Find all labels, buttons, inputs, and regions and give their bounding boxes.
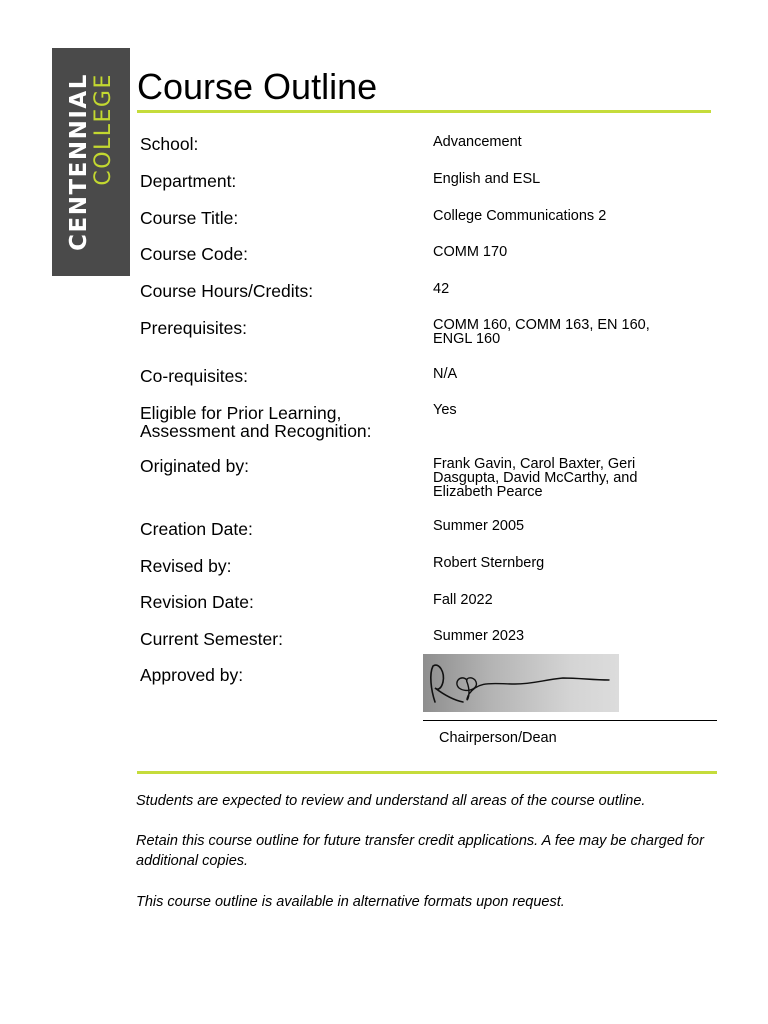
logo-word-college: COLLEGE (91, 73, 116, 186)
field-label-course-title: Course Title: (140, 208, 239, 228)
logo-word-centennial: CENTENNIAL (66, 73, 92, 251)
originator-line: Elizabeth Pearce (433, 484, 543, 500)
page-title: Course Outline (137, 66, 378, 107)
field-label-revised-by: Revised by: (140, 556, 232, 576)
field-value-course-hours: 42 (433, 281, 450, 297)
field-label-current-semester: Current Semester: (140, 629, 283, 649)
note-retain: Retain this course outline for future transfer credit applications. A fee may be charged for additional copies. (136, 833, 704, 869)
plar-label-line: Eligible for Prior Learning, (140, 403, 342, 423)
field-value-course-code: COMM 170 (433, 244, 508, 260)
field-label-corequisites: Co-requisites: (140, 366, 248, 386)
field-label-originated-by: Originated by: (140, 456, 249, 476)
field-value-department: English and ESL (433, 171, 541, 187)
field-value-school: Advancement (433, 134, 522, 150)
signature-caption: Chairperson/Dean (439, 730, 557, 746)
prerequisites-line: ENGL 160 (433, 331, 501, 347)
signature-image (423, 654, 619, 712)
field-label-approved-by: Approved by: (140, 665, 244, 685)
field-value-plar: Yes (433, 402, 457, 418)
field-label-course-code: Course Code: (140, 244, 248, 264)
field-value-originated-by (433, 457, 693, 499)
field-value-prerequisites (433, 318, 693, 346)
notes-divider (137, 771, 717, 774)
signature-line (423, 720, 717, 721)
originator-line: Frank Gavin, Carol Baxter, Geri (433, 456, 636, 472)
signature-scribble (423, 654, 619, 712)
field-label-course-hours: Course Hours/Credits: (140, 281, 314, 301)
logo-text (66, 73, 116, 251)
originator-line: Dasgupta, David McCarthy, and (433, 470, 638, 486)
title-divider (137, 110, 711, 113)
field-label-school: School: (140, 134, 199, 154)
field-value-revision-date: Fall 2022 (433, 592, 493, 608)
field-value-creation-date: Summer 2005 (433, 518, 525, 534)
field-value-corequisites: N/A (433, 366, 458, 382)
prerequisites-line: COMM 160, COMM 163, EN 160, (433, 317, 650, 333)
field-label-prerequisites: Prerequisites: (140, 318, 247, 338)
field-value-course-title: College Communications 2 (433, 208, 607, 224)
note-review: Students are expected to review and understand all areas of the course outline. (136, 793, 646, 809)
plar-label-line: Assessment and Recognition: (140, 421, 372, 441)
field-label-creation-date: Creation Date: (140, 519, 253, 539)
field-value-current-semester: Summer 2023 (433, 628, 525, 644)
field-label-department: Department: (140, 171, 237, 191)
college-logo (52, 48, 130, 276)
note-alt-formats: This course outline is available in alternative formats upon request. (136, 894, 565, 910)
field-value-revised-by: Robert Sternberg (433, 555, 545, 571)
field-label-plar (140, 404, 410, 440)
field-label-revision-date: Revision Date: (140, 592, 254, 612)
